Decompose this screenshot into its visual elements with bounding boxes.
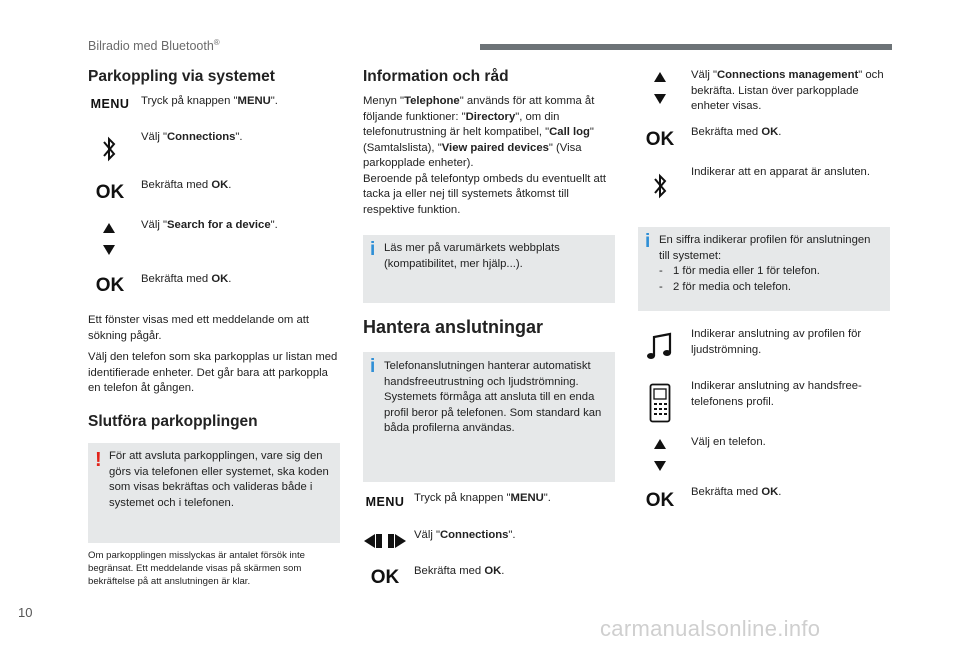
up-down-arrows-icon: [652, 438, 668, 472]
menu-button-icon: MENU: [365, 495, 405, 509]
watermark: carmanualsonline.info: [600, 616, 821, 641]
heading-parkoppling: Parkoppling via systemet: [88, 68, 275, 85]
paragraph: Menyn "Telephone" används för att komma åt följande funktioner: "Directory", om din telefonutrustning är helt kompatibel, "Call log" (Samtalslista), "View paired devices" (Visa parkopplade enheter). Beroende på telefontyp ombeds du eventuellt att tacka ja eller nej till systemets åtkomst till respektive funktion.: [363, 95, 607, 216]
left-right-arrows-icon: [364, 533, 406, 549]
info-text: Telefonanslutningen hanterar automatiskt handsfreeutrustning och ljudströmning. Systemets förmåga att ansluta till en enda profil beror på telefonen. Som standard kan båda profilerna användas.: [384, 360, 602, 434]
info-icon: i: [370, 239, 376, 260]
info-text: En siffra indikerar profilen för anslutningen till systemet: - 1 för media eller 1 för telefon. - 2 för media och telefon.: [659, 234, 871, 293]
ok-button-icon: OK: [95, 182, 125, 203]
heading-slutfora: Slutföra parkopplingen: [88, 413, 258, 430]
ok-button-icon: OK: [645, 490, 675, 511]
music-note-icon: [646, 332, 674, 362]
warning-box: [88, 443, 340, 543]
step-text: Välj "Connections".: [414, 529, 516, 541]
info-box: [363, 352, 615, 482]
step-text: Välj "Search for a device".: [141, 219, 278, 231]
footnote: Om parkopplingen misslyckas är antalet försök inte begränsat. Ett meddelande visas på skärmen som bekräftelse på att anslutningen är klar.: [88, 550, 306, 587]
step-text: Bekräfta med OK.: [141, 179, 232, 191]
info-box: [638, 227, 890, 311]
info-text: Läs mer på varumärkets webbplats (kompatibilitet, mer hjälp...).: [384, 242, 560, 270]
header-bar: [480, 44, 892, 50]
paragraph: Ett fönster visas med ett meddelande om att sökning pågår.: [88, 314, 310, 342]
step-text: Bekräfta med OK.: [414, 565, 505, 577]
info-icon: i: [370, 356, 376, 377]
warning-icon: !: [95, 449, 102, 471]
running-header: Bilradio med Bluetooth®: [88, 38, 220, 54]
menu-button-icon: MENU: [90, 97, 130, 111]
step-text: Bekräfta med OK.: [691, 126, 782, 138]
heading-hantera: Hantera anslutningar: [363, 317, 544, 337]
step-text: Indikerar anslutning av profilen för ljudströmning.: [691, 328, 862, 356]
up-down-arrows-icon: [101, 222, 117, 256]
step-text: Bekräfta med OK.: [141, 273, 232, 285]
step-text: Indikerar att en apparat är ansluten.: [691, 166, 870, 178]
heading-information: Information och råd: [363, 68, 509, 85]
step-text: Bekräfta med OK.: [691, 486, 782, 498]
bluetooth-icon: [650, 170, 670, 202]
info-icon: i: [645, 231, 651, 252]
step-text: Välj "Connections".: [141, 131, 243, 143]
info-box: [363, 235, 615, 303]
phone-icon: [649, 383, 671, 423]
ok-button-icon: OK: [645, 129, 675, 150]
warning-text: För att avsluta parkopplingen, vare sig den görs via telefonen eller systemet, ska koden som visas bekräftas och valideras både i systemet och i telefonen.: [109, 450, 329, 509]
ok-button-icon: OK: [370, 567, 400, 588]
bluetooth-icon: [99, 133, 119, 165]
step-text: Tryck på knappen "MENU".: [141, 95, 278, 107]
paragraph: Välj den telefon som ska parkopplas ur listan med identifierade enheter. Det går bara att parkoppla en telefon åt gången.: [88, 351, 338, 394]
step-text: Indikerar anslutning av handsfree-telefonens profil.: [691, 380, 862, 408]
ok-button-icon: OK: [95, 275, 125, 296]
step-text: Tryck på knappen "MENU".: [414, 492, 551, 504]
page-number: 10: [18, 605, 33, 620]
step-text: Välj "Connections management" och bekräfta. Listan över parkopplade enheter visas.: [691, 69, 884, 112]
step-text: Välj en telefon.: [691, 436, 766, 448]
up-down-arrows-icon: [652, 71, 668, 105]
